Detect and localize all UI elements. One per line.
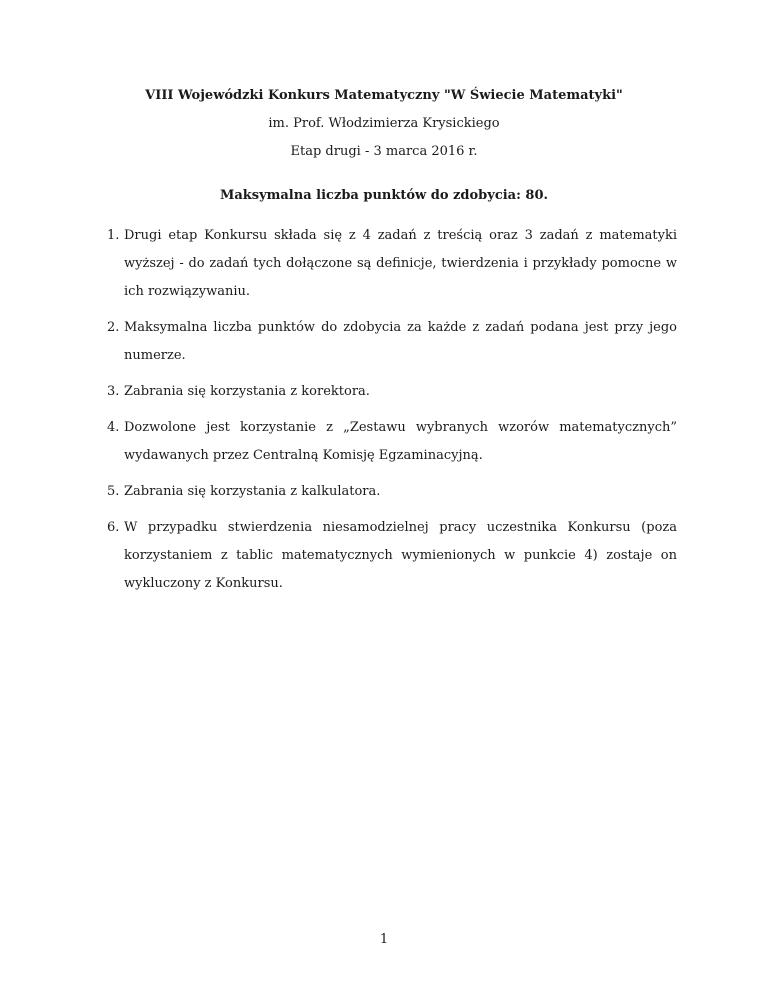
rule-number: 3. (107, 384, 120, 399)
rule-text: Zabrania się korzystania z kalkulatora. (124, 484, 381, 499)
rule-item (107, 222, 677, 306)
document-header (0, 82, 768, 166)
rule-text: Zabrania się korzystania z korektora. (124, 384, 370, 399)
competition-stage: Etap drugi - 3 marca 2016 r. (290, 144, 478, 159)
rule-item (107, 314, 677, 370)
rule-number: 6. (107, 520, 120, 535)
rule-item (107, 514, 677, 598)
competition-title: VIII Wojewódzki Konkurs Matematyczny "W Świecie Matematyki" (145, 88, 623, 103)
rule-number: 2. (107, 320, 120, 335)
rule-text: Drugi etap Konkursu składa się z 4 zadań z treścią oraz 3 zadań z matematyki wyższej - do zadań tych dołączone są definicje, twierdzenia i przykłady pomocne w ich rozwiązywaniu. (124, 228, 677, 299)
rule-number: 4. (107, 420, 120, 435)
rule-text: Maksymalna liczba punktów do zdobycia za każde z zadań podana jest przy jego numerze. (124, 320, 677, 363)
max-points-heading: Maksymalna liczba punktów do zdobycia: 80. (219, 188, 549, 203)
rules-list (107, 222, 677, 606)
rule-number: 5. (107, 484, 120, 499)
rule-text: Dozwolone jest korzystanie z „Zestawu wybranych wzorów matematycznych” wydawanych przez Centralną Komisję Egzaminacyjną. (124, 420, 677, 463)
rule-text: W przypadku stwierdzenia niesamodzielnej pracy uczestnika Konkursu (poza korzystaniem z tablic matematycznych wymienionych w punkcie 4) zostaje on wykluczony z Konkursu. (124, 520, 677, 591)
page-number: 1 (379, 932, 389, 947)
competition-subtitle: im. Prof. Włodzimierza Krysickiego (268, 116, 500, 131)
rule-item (107, 414, 677, 470)
rule-item (107, 478, 677, 506)
rule-number: 1. (107, 228, 120, 243)
rule-item (107, 378, 677, 406)
